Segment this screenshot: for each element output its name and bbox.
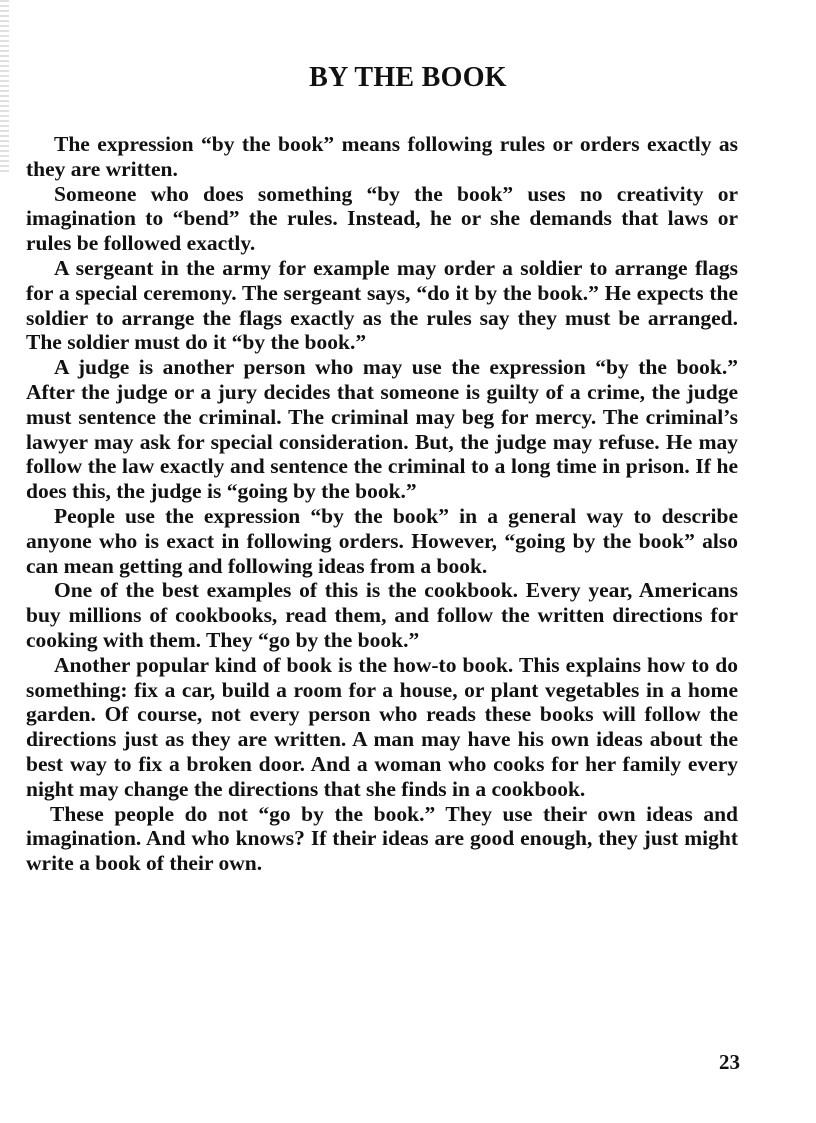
- paragraph-6: One of the best examples of this is the cookbook. Every year, Americans buy millions of cookbooks, read them, and follow the written directions for cooking with them. They “go by the book.”: [26, 578, 738, 652]
- page-number: 23: [719, 1050, 740, 1074]
- paragraph-2: Someone who does something “by the book” uses no creativity or imagination to “bend” the rules. Instead, he or she demands that laws or rules be followed exactly.: [26, 181, 738, 256]
- page-title: BY THE BOOK: [309, 61, 507, 93]
- paragraph-7: Another popular kind of book is the how-to book. This explains how to do something: fix a car, build a room for a house, or plant vegetables in a home garden. Of course, not every person who reads these books will follow the directions just as they are written. A man may have his own ideas about the best way to fix a broken door. And a woman who cooks for her family every night may change the directions that she finds in a cookbook.: [26, 652, 738, 801]
- paragraph-1: The expression “by the book” means following rules or orders exactly as they are written.: [26, 132, 738, 181]
- article-body: [26, 132, 738, 876]
- paragraph-3: A sergeant in the army for example may order a soldier to arrange flags for a special ceremony. The sergeant says, “do it by the book.” He expects the soldier to arrange the flags exactly as the rules say they must be arranged. The soldier must do it “by the book.”: [26, 255, 738, 355]
- paragraph-8: These people do not “go by the book.” They use their own ideas and imagination. And who knows? If their ideas are good enough, they just might write a book of their own.: [26, 801, 738, 876]
- paragraph-4: A judge is another person who may use the expression “by the book.” After the judge or a jury decides that someone is guilty of a crime, the judge must sentence the criminal. The criminal may beg for mercy. The criminal’s lawyer may ask for special consideration. But, the judge may refuse. He may follow the law exactly and sentence the criminal to a long time in prison. If he does this, the judge is “going by the book.”: [26, 355, 738, 504]
- paragraph-5: People use the expression “by the book” in a general way to describe anyone who is exact in following orders. However, “going by the book” also can mean getting and following ideas from a book.: [26, 503, 738, 578]
